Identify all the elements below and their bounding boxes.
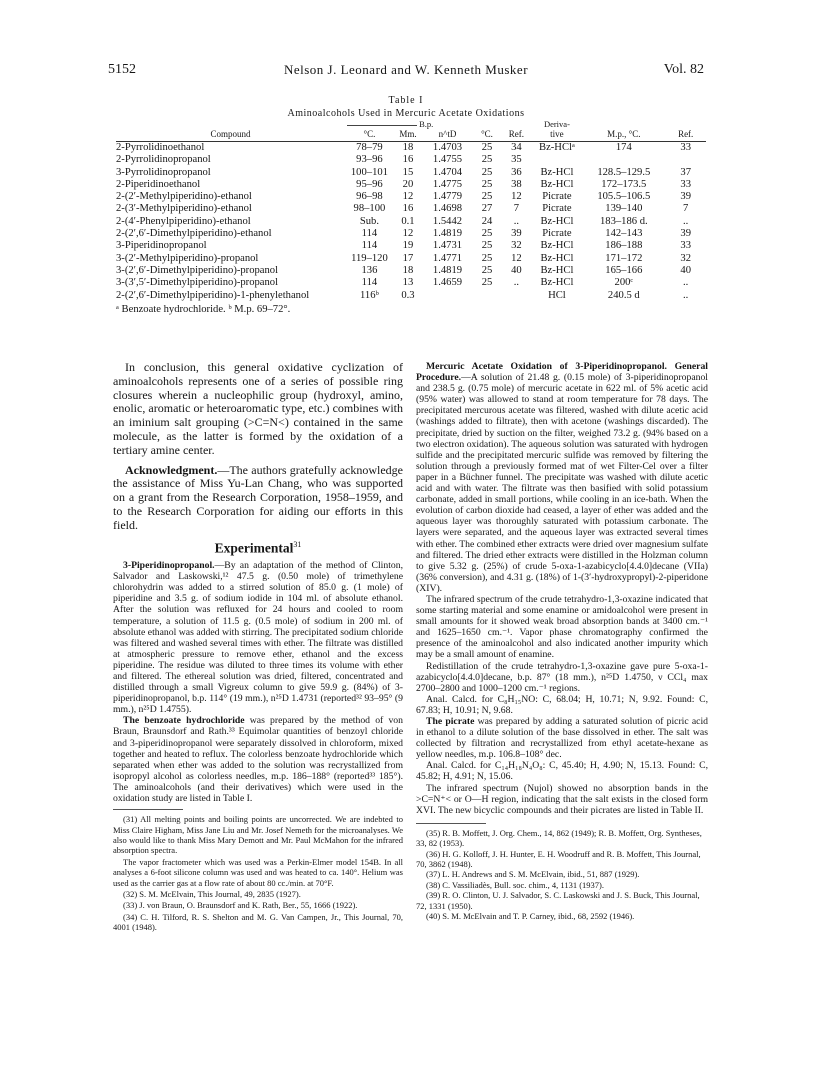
table-row	[116, 290, 706, 302]
table-cell-mp: 128.5–129.5	[597, 166, 651, 178]
table-cell-deriv: Bz-HCl	[540, 166, 574, 178]
footnote-39: (39) R. O. Clinton, U. J. Salvador, S. C. Laskowski and J. S. Buck, This Journal, 72, 1331 (1950).	[416, 890, 700, 911]
table-cell-compound: 2-(2′,6′-Dimethylpiperidino)-1-phenylethanol	[116, 289, 310, 301]
table-cell-ref2: 39	[680, 191, 691, 203]
table-footnote: ᵃ Benzoate hydrochloride. ᵇ M.p. 69–72°.	[116, 303, 291, 315]
table-cell-t: 25	[481, 142, 493, 153]
footnote-31: (31) All melting points and boiling points are uncorrected. We are indebted to Miss Claire Higham, Miss Jane Liu and Mr. Josef Nemeth for the microanalyses. We also would like to thank Miss Mary Demott and Mr. Paul McMahon for the infrared absorption spectra.	[113, 814, 403, 856]
table-cell-t: 25	[481, 166, 493, 178]
table-cell-ref: 35	[511, 154, 522, 166]
footnote-32: (32) S. M. McElvain, This Journal, 49, 2835 (1927).	[123, 888, 301, 899]
table-cell-mp: 183–186 d.	[599, 215, 648, 227]
table-cell-compound: 3-Pyrrolidinopropanol	[116, 166, 211, 178]
table-cell-ref: 12	[511, 252, 522, 264]
table-row	[116, 240, 706, 252]
col-bp-temp: °C.	[345, 129, 394, 142]
footnote-33: (33) J. von Braun, O. Braunsdorf and K. Rath, Ber., 55, 1666 (1922).	[123, 900, 358, 911]
table-cell-compound: 2-(3′-Methylpiperidino)-ethanol	[116, 203, 252, 215]
table-cell-deriv: Bz-HCl	[540, 277, 574, 289]
footnote-37: (37) L. H. Andrews and S. M. McElvain, ibid., 51, 887 (1929).	[426, 869, 640, 880]
volume-label: Vol. 82	[663, 62, 704, 77]
table-cell-t: 25	[481, 228, 493, 240]
table-cell-mm: 16	[402, 203, 414, 215]
col-derivative: tive	[532, 129, 583, 142]
table-cell-deriv	[532, 154, 583, 166]
table-cell-mp: 142–143	[605, 228, 643, 240]
deriv-group-header: Deriva-	[543, 119, 570, 129]
table-cell-ref2: ..	[683, 289, 689, 301]
table-row	[116, 265, 706, 277]
table-cell-deriv: Bz-HCl	[540, 215, 574, 227]
nujol-paragraph: The infrared spectrum (Nujol) showed no absorption bands in the >C=N⁺< or O—H region, indicating that the salt exists in the closed form XVI. The new bicyclic compounds and their picrates are listed in Table II.	[416, 782, 708, 816]
table-cell-nd: 1.4703	[432, 142, 463, 153]
footnote-35: (35) R. B. Moffett, J. Org. Chem., 14, 862 (1949); R. B. Moffett, Org. Syntheses, 33, 82 (1953).	[416, 827, 702, 849]
footnote-rule-right	[416, 823, 486, 824]
table-cell-mm: 0.1	[401, 215, 415, 227]
table-cell-bp: 119–120	[351, 252, 388, 264]
table-cell-ref: 7	[513, 203, 520, 215]
table-row	[116, 191, 706, 203]
table-cell-ref2: 33	[680, 178, 691, 190]
table-cell-mp: 105.5–106.5	[597, 191, 651, 203]
running-title: Nelson J. Leonard and W. Kenneth Musker	[283, 62, 529, 77]
left-column	[113, 361, 403, 934]
table-cell-ref: 36	[511, 166, 522, 178]
table-cell-bp: 114	[361, 240, 378, 252]
table-cell-t: 25	[481, 252, 493, 264]
oxidation-procedure-paragraph: Mercuric Acetate Oxidation of 3-Piperidinopropanol. General Procedure.—A solution of 21.48 g. (0.15 mole) of 3-piperidinopropanol and 238.5 g. (0.75 mole) of mercuric acetate in 622 ml. of 5% acetic acid (95% water) was allowed to stand at room temperature for 78 days. The precipitated mercurous acetate was filtered, washed with dilute acetic acid (washings added to filtrate), then with acetone (washings discarded). The precipitate, dried by suction on the filter, weighed 73.2 g. (94% based on a two electron oxidation). The aqueous solution was saturated with hydrogen sulfide and the precipitated mercuric sulfide was removed by filtering the solution through a previously formed mat of wet Filter-Cel over a filter paper in a Büchner funnel. The precipitate was washed with dilute acetic acid and with water. The filtrate was then basified with solid potassium carbonate, added in small portions, while cooling in an ice-bath. When the evolution of carbon dioxide had ceased, a layer of ether was added and the aqueous layer was thoroughly saturated with potassium carbonate. The layers were separated, and the aqueous layer was extracted several times with ether. The combined ether extracts were dried over magnesium sulfate and filtered. The dried ether extracts were distilled in the Holzman column to give 5.32 g. (25%) of crude 5-oxa-1-azabicyclo[4.4.0]decane (VIIa) (36% conversion), and 4.31 g. (18%) of 1-(3′-hydroxypropyl)-2-piperidone (XIV).	[416, 361, 708, 594]
table-cell-nd: 1.4755	[432, 154, 463, 166]
table-cell-ref	[501, 290, 531, 302]
table-cell-ref2: 33	[680, 240, 691, 252]
table-cell-nd: 1.4659	[432, 277, 463, 289]
table-cell-mm: 19	[402, 240, 414, 252]
footnote-36: (36) H. G. Kolloff, J. H. Hunter, E. H. Woodruff and R. B. Moffett, This Journal, 70, 3862 (1948).	[416, 848, 701, 870]
table-cell-deriv: Picrate	[542, 228, 572, 240]
table-cell-t: 25	[481, 277, 493, 289]
table-cell-t: 25	[481, 264, 493, 276]
table-cell-nd: 1.4819	[432, 264, 463, 276]
table-cell-mp: 200ᶜ	[614, 277, 634, 289]
table-cell-bp: 96–98	[356, 191, 383, 203]
table-cell-ref: 12	[511, 191, 522, 203]
footnote-34: (34) C. H. Tilford, R. S. Shelton and M. G. Van Campen, Jr., This Journal, 70, 4001 (1948).	[113, 911, 403, 933]
aminoalcohol-table	[116, 120, 706, 316]
table-row	[116, 154, 706, 166]
table-row	[116, 216, 706, 228]
table-cell-deriv: Picrate	[542, 191, 572, 203]
table-cell-mm: 20	[402, 178, 414, 190]
col-ref: Ref.	[501, 129, 531, 142]
table-cell-bp: 116ᵇ	[360, 289, 379, 301]
footnote-rule	[113, 809, 183, 810]
table-cell-bp: 114	[361, 228, 378, 240]
table-row	[116, 142, 706, 155]
table-cell-t: 24	[481, 215, 493, 227]
table-cell-ref: 40	[511, 264, 522, 276]
table-cell-bp: Sub.	[359, 215, 379, 227]
table-row	[116, 228, 706, 240]
table-cell-compound: 2-(2′,6′-Dimethylpiperidino)-ethanol	[116, 228, 272, 240]
table-cell-t: 27	[481, 203, 493, 215]
table-cell-nd	[422, 290, 473, 302]
table-cell-t: 25	[481, 154, 493, 166]
table-cell-mp: 165–166	[605, 264, 643, 276]
table-row	[116, 277, 706, 289]
table-cell-t: 25	[481, 240, 493, 252]
table-cell-deriv: Bz-HCl	[540, 178, 574, 190]
page-number: 5152	[108, 62, 136, 77]
bp-group-header: B.p.	[345, 120, 422, 129]
table-cell-nd: 1.4704	[432, 166, 463, 178]
table-cell-deriv: Bz-HCl	[540, 240, 574, 252]
table-cell-mp: 172–173.5	[601, 178, 647, 190]
table-caption	[108, 94, 704, 120]
table-cell-nd: 1.4779	[432, 191, 463, 203]
table-cell-bp: 95–96	[356, 178, 383, 190]
running-header	[108, 62, 704, 82]
table-cell-compound: 3-(2′-Methylpiperidino)-propanol	[116, 252, 259, 264]
table-row	[116, 179, 706, 191]
table-cell-compound: 2-Piperidinoethanol	[116, 178, 201, 190]
table-cell-ref2	[665, 154, 706, 166]
table-cell-mm: 18	[402, 264, 414, 276]
col-mp: M.p., °C.	[582, 129, 665, 142]
col-compound: Compound	[116, 129, 345, 142]
table-cell-bp: 98–100	[353, 203, 386, 215]
table-cell-mp: 186–188	[605, 240, 643, 252]
redistillation-paragraph: Redistillation of the crude tetrahydro-1,3-oxazine gave pure 5-oxa-1-azabicyclo[4.4.0]decane, b.p. 87° (18 mm.), n²⁵D 1.4750, ν CCl₄ max 2700–2800 and 1000–1200 cm.⁻¹ regions.	[416, 660, 708, 694]
table-cell-bp: 78–79	[356, 142, 383, 153]
analysis-paragraph-1: Anal. Calcd. for C₈H₁₅NO: C, 68.04; H, 10.71; N, 9.92. Found: C, 67.83; H, 10.91; N, 9.68.	[416, 693, 708, 716]
table-title: Aminoalcohols Used in Mercuric Acetate Oxidations	[287, 108, 525, 119]
infrared-paragraph: The infrared spectrum of the crude tetrahydro-1,3-oxazine indicated that some starting material and some enamine or amidoalcohol were present in small amounts for it showed weak broad absorption bands at 3400 cm.⁻¹ and 1625–1650 cm.⁻¹. Vapor phase chromatography confirmed the presence of the aminoalcohol and also indicated another impurity which may be a small amount of enamine.	[416, 593, 708, 661]
col-ref2: Ref.	[665, 129, 706, 142]
table-cell-nd: 1.4819	[432, 228, 463, 240]
table-row	[116, 203, 706, 215]
table-cell-mm: 0.3	[401, 289, 415, 301]
table-cell-nd: 1.4771	[432, 252, 463, 264]
piperidinopropanol-paragraph: 3-Piperidinopropanol.—By an adaptation of the method of Clinton, Salvador and Laskowski,¹² 47.5 g. (0.50 mole) of trimethylene chlorohydrin was added to a stirred solution of 85.0 g. (1 mole) of piperidine and 3.5 g. of sodium iodide in 104 ml. of absolute ethanol. After the solution was refluxed for 24 hours and cooled to room temperature, a solution of 11.5 g. (0.5 mole) of sodium in 200 ml. of absolute ethanol was added with stirring. The precipitated sodium chloride was filtered and washed several times with ether. The filtrate was distilled at atmospheric pressure to remove ether, ethanol and the excess piperidine. The residue was diluted to three times its volume with ether and filtered. The ethereal solution was dried, filtered, concentrated and distilled through a small Vigreux column to give 59.9 g. (84%) of 3-piperidinopropanol, b.p. 114° (19 mm.), n²⁵D 1.4731 (reported³² 93–95° (9 mm.), n²⁵D 1.4755).	[113, 560, 403, 716]
table-row	[116, 253, 706, 265]
table-cell-t: 25	[481, 191, 493, 203]
analysis-paragraph-2: Anal. Calcd. for C₁₄H₁₈N₄O₈: C, 45.40; H, 4.90; N, 15.13. Found: C, 45.82; H, 4.91; N, 15.06.	[416, 760, 708, 783]
col-nd-temp: °C.	[473, 129, 501, 142]
table-cell-ref2: 40	[680, 264, 691, 276]
table-cell-deriv: HCl	[548, 289, 566, 301]
table-cell-bp: 100–101	[350, 166, 388, 178]
table-cell-mm: 17	[402, 252, 414, 264]
table-cell-bp: 114	[361, 277, 378, 289]
table-cell-mm: 12	[402, 228, 414, 240]
table-cell-bp: 136	[361, 264, 378, 276]
footnote-31-continued: The vapor fractometer which was used was a Perkin-Elmer model 154B. In all analyses a 6-foot silicone column was used and was heated to ca. 140°. Helium was used as the carrier gas at a flow rate of about 80 cc./min. at 70°F.	[113, 856, 403, 888]
footnote-40: (40) S. M. McElvain and T. P. Carney, ibid., 68, 2592 (1946).	[426, 911, 635, 922]
table-cell-compound: 2-Pyrrolidinopropanol	[116, 154, 211, 166]
table-cell-mm: 15	[402, 166, 414, 178]
table-cell-nd: 1.4698	[432, 203, 463, 215]
table-cell-mp: 171–172	[605, 252, 643, 264]
col-mm: Mm.	[394, 129, 422, 142]
table-cell-ref2: 33	[680, 142, 691, 153]
footnote-38: (38) C. Vassiliadès, Bull. soc. chim., 4, 1131 (1937).	[426, 879, 605, 890]
table-cell-mm: 18	[402, 142, 414, 153]
right-column	[416, 361, 708, 922]
table-cell-ref2: ..	[683, 277, 689, 289]
table-cell-compound: 2-(2′-Methylpiperidino)-ethanol	[116, 191, 252, 203]
acknowledgment-paragraph: Acknowledgment.—The authors gratefully acknowledge the assistance of Miss Yu-Lan Chang, who was supported on a grant from the Research Corporation, 1958–1959, and to the Research Corporation for aiding our efforts in this field.	[113, 462, 403, 532]
table-cell-ref2: 37	[680, 166, 691, 178]
table-cell-deriv: Bz-HClᵃ	[539, 142, 575, 153]
table-number: Table I	[388, 95, 424, 106]
table-cell-deriv: Bz-HCl	[540, 264, 574, 276]
table-cell-nd: 1.4731	[432, 240, 463, 252]
experimental-heading: Experimental$^{31}$	[214, 539, 302, 556]
table-cell-bp: 93–96	[356, 154, 383, 166]
table-cell-compound: 2-(4′-Phenylpiperidino)-ethanol	[116, 215, 251, 227]
table-cell-mp: 174	[615, 142, 632, 153]
table-cell-t: 25	[481, 178, 493, 190]
table-cell-compound: 3-(2′,6′-Dimethylpiperidino)-propanol	[116, 264, 279, 276]
table-cell-mm: 13	[402, 277, 414, 289]
table-cell-ref: 38	[511, 178, 522, 190]
table-cell-ref2: 32	[680, 252, 691, 264]
table-cell-compound: 2-Pyrrolidinoethanol	[116, 142, 205, 153]
table-cell-mp: 139–140	[605, 203, 643, 215]
table-cell-mp: 240.5 d	[607, 289, 640, 301]
table-cell-ref: ..	[513, 215, 520, 227]
table-cell-ref2: 39	[680, 228, 691, 240]
table-cell-deriv: Bz-HCl	[540, 252, 574, 264]
table-cell-mp	[582, 154, 665, 166]
table-cell-ref: 34	[511, 142, 522, 153]
table-cell-compound: 3-Piperidinopropanol	[116, 240, 207, 252]
table-cell-ref2: 7	[683, 203, 689, 215]
table-cell-compound: 3-(3′,5′-Dimethylpiperidino)-propanol	[116, 277, 279, 289]
conclusion-paragraph: In conclusion, this general oxidative cyclization of aminoalcohols represents one of a series of possible ring closures wherein a nucleophilic group (hydroxyl, amino, enolic, aromatic or heteroaromatic type, etc.) combines with an iminium salt grouping (>C=N<) contained in the same molecule, as the latter is formed by the oxidation of a tertiary amine center.	[113, 360, 403, 457]
table-cell-t	[473, 290, 501, 302]
table-row	[116, 167, 706, 179]
table-cell-nd: 1.4775	[432, 178, 463, 190]
col-refractive-index: n^tD	[422, 129, 473, 142]
table-cell-deriv: Picrate	[542, 203, 572, 215]
table-cell-ref: 32	[511, 240, 522, 252]
picrate-paragraph: The picrate was prepared by adding a saturated solution of picric acid in ethanol to a dilute solution of the base dissolved in ether. The salt was collected by filtration and recrystallized from ethyl acetate-hexane as yellow needles, m.p. 106.8–108° dec.	[416, 716, 708, 761]
table-cell-ref2: ..	[683, 215, 689, 227]
table-cell-nd: 1.5442	[432, 215, 463, 227]
benzoate-paragraph: The benzoate hydrochloride was prepared by the method of von Braun, Braunsdorf and Rath.³³ Equimolar quantities of benzoyl chloride and 3-piperidinopropanol were separately dissolved in chloroform, mixed together and heated to reflux. The colorless benzoate hydrochloride which separated when ether was added to the solution was recrystallized from isopropyl alcohol as colorless needles, m.p. 186–188° (reported³³ 185°). The aminoalcohols (and their derivatives) which were used in the oxidation study are listed in Table I.	[113, 715, 403, 805]
table-cell-mm: 12	[402, 191, 414, 203]
table-cell-ref: ..	[513, 277, 520, 289]
table-cell-mm: 16	[402, 154, 414, 166]
table-cell-ref: 39	[511, 228, 522, 240]
